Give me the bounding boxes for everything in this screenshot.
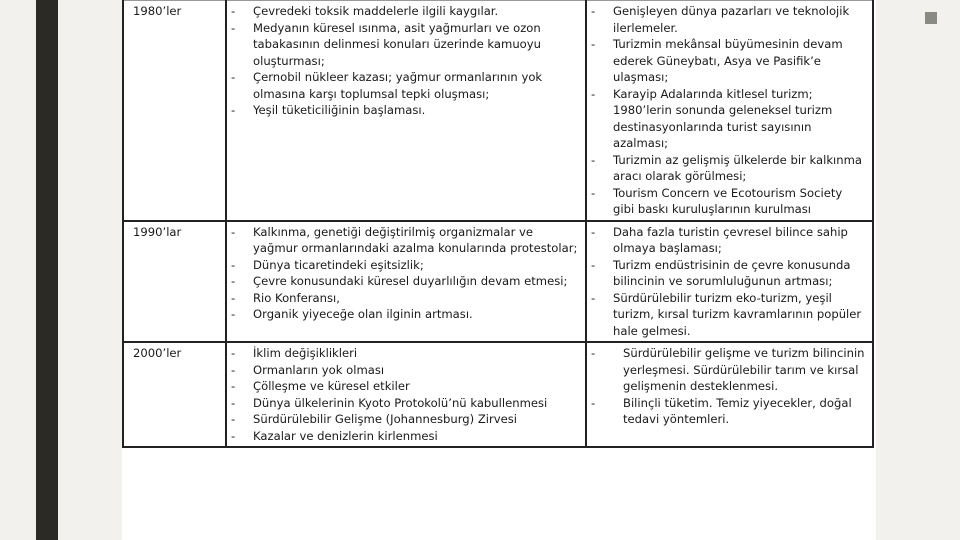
- list-item-text: Çölleşme ve küresel etkiler: [253, 379, 410, 393]
- period-cell: 1980’ler: [123, 1, 226, 221]
- bullet-dash: -: [231, 20, 236, 35]
- list-item-text: Kazalar ve denizlerin kirlenmesi: [253, 428, 438, 443]
- list-item: [591, 3, 866, 36]
- list-item-text: Genişleyen dünya pazarları ve teknolojik ilerlemeler.: [613, 4, 850, 35]
- tourism-developments-cell: [586, 221, 873, 343]
- corner-square-decoration: [925, 12, 937, 24]
- bullet-list: [591, 345, 866, 428]
- bullet-dash: -: [231, 307, 236, 321]
- list-item-text: Rio Konferansı,: [253, 290, 340, 305]
- list-item-text: Karayip Adalarında kitlesel turizm; 1980’lerin sonunda geleneksel turizm destinasyonlarında turist sayısının azalması;: [613, 86, 833, 150]
- bullet-dash: -: [591, 4, 596, 18]
- list-item: [591, 345, 866, 395]
- environment-events-cell: [226, 1, 586, 221]
- list-item: [231, 257, 581, 274]
- list-item: [231, 362, 581, 379]
- list-item: [591, 257, 866, 290]
- list-item: [591, 152, 866, 185]
- left-accent-bar: [36, 0, 58, 540]
- tourism-developments-cell: [586, 1, 873, 221]
- list-item: [591, 36, 866, 86]
- bullet-dash: -: [231, 346, 236, 360]
- bullet-dash: -: [231, 224, 236, 239]
- bullet-list: [231, 224, 581, 323]
- bullet-dash: -: [591, 37, 596, 51]
- bullet-dash: -: [231, 428, 236, 443]
- list-item: [231, 378, 581, 395]
- list-item: [231, 395, 581, 412]
- bullet-dash: -: [591, 86, 596, 101]
- bullet-dash: -: [231, 274, 236, 288]
- list-item-text: Medyanın küresel ısınma, asit yağmurları ve ozon tabakasının delinmesi konuları üzerinde kamuoyu oluşturması;: [253, 20, 541, 68]
- bullet-dash: -: [231, 362, 236, 377]
- table-row: [123, 1, 873, 221]
- bullet-dash: -: [231, 412, 236, 426]
- period-cell: 2000’ler: [123, 342, 226, 447]
- period-cell: 1990’lar: [123, 221, 226, 343]
- list-item-text: Dünya ticaretindeki eşitsizlik;: [253, 257, 424, 272]
- list-item-text: İklim değişiklikleri: [253, 346, 358, 360]
- list-item-text: Sürdürülebilir Gelişme (Johannesburg) Zirvesi: [253, 412, 518, 426]
- list-item: [231, 3, 581, 20]
- list-item: [231, 273, 581, 290]
- bullet-dash: -: [591, 346, 596, 360]
- list-item: [231, 428, 581, 445]
- bullet-dash: -: [591, 290, 596, 305]
- list-item-text: Organik yiyeceğe olan ilginin artması.: [253, 307, 473, 321]
- list-item-text: Ormanların yok olması: [253, 362, 385, 377]
- bullet-dash: -: [231, 103, 236, 117]
- bullet-dash: -: [231, 395, 236, 410]
- timeline-table: [122, 0, 874, 448]
- list-item: [231, 102, 581, 119]
- list-item: [231, 20, 581, 70]
- list-item-text: Sürdürülebilir turizm eko-turizm, yeşil turizm, kırsal turizm kavramlarının popüler hale gelmesi.: [613, 290, 862, 338]
- environment-events-cell: [226, 342, 586, 447]
- list-item-text: Turizmin az gelişmiş ülkelerde bir kalkınma aracı olarak görülmesi;: [613, 152, 863, 183]
- bullet-dash: -: [591, 257, 596, 272]
- list-item: [591, 185, 866, 218]
- list-item-text: Çevredeki toksik maddelerle ilgili kaygılar.: [253, 4, 499, 18]
- bullet-list: [591, 224, 866, 340]
- list-item-text: Daha fazla turistin çevresel bilince sahip olmaya başlaması;: [613, 224, 848, 255]
- bullet-dash: -: [591, 395, 596, 410]
- list-item-text: Çernobil nükleer kazası; yağmur ormanlarının yok olmasına karşı toplumsal tepki oluşması;: [253, 70, 543, 101]
- environment-events-cell: [226, 221, 586, 343]
- list-item-text: Bilinçli tüketim. Temiz yiyecekler, doğal tedavi yöntemleri.: [623, 395, 852, 426]
- list-item-text: Kalkınma, genetiği değiştirilmiş organizmalar ve yağmur ormanlarındaki azalma konularında protestolar;: [253, 224, 578, 255]
- bullet-list: [231, 3, 581, 119]
- list-item: [231, 411, 581, 428]
- list-item-text: Çevre konusundaki küresel duyarlılığın devam etmesi;: [253, 274, 568, 288]
- bullet-list: [231, 345, 581, 444]
- bullet-dash: -: [231, 257, 236, 272]
- list-item-text: Turizmin mekânsal büyümesinin devam ederek Güneybatı, Asya ve Pasifik’e ulaşması;: [613, 37, 843, 84]
- table-row: [123, 221, 873, 343]
- list-item: [231, 290, 581, 307]
- bullet-dash: -: [231, 70, 236, 84]
- list-item: [591, 290, 866, 340]
- list-item-text: Sürdürülebilir gelişme ve turizm bilincinin yerleşmesi. Sürdürülebilir tarım ve kırsal gelişmenin desteklenmesi.: [623, 346, 865, 393]
- bullet-dash: -: [591, 152, 596, 167]
- list-item: [231, 69, 581, 102]
- table-row: [123, 342, 873, 447]
- bullet-dash: -: [591, 224, 596, 239]
- list-item-text: Turizm endüstrisinin de çevre konusunda bilincinin ve sorumluluğunun artması;: [613, 257, 851, 288]
- document-sheet: [122, 0, 876, 540]
- list-item-text: Tourism Concern ve Ecotourism Society gibi baskı kuruluşlarının kurulması: [613, 185, 843, 216]
- tourism-developments-cell: [586, 342, 873, 447]
- list-item-text: Yeşil tüketiciliğinin başlaması.: [253, 103, 426, 117]
- list-item: [231, 345, 581, 362]
- list-item: [591, 395, 866, 428]
- bullet-list: [591, 3, 866, 218]
- bullet-dash: -: [231, 290, 236, 305]
- list-item: [591, 224, 866, 257]
- list-item: [231, 306, 581, 323]
- list-item: [231, 224, 581, 257]
- bullet-dash: -: [231, 4, 236, 18]
- bullet-dash: -: [591, 185, 596, 200]
- bullet-dash: -: [231, 379, 236, 393]
- list-item: [591, 86, 866, 152]
- list-item-text: Dünya ülkelerinin Kyoto Protokolü’nü kabullenmesi: [253, 395, 548, 410]
